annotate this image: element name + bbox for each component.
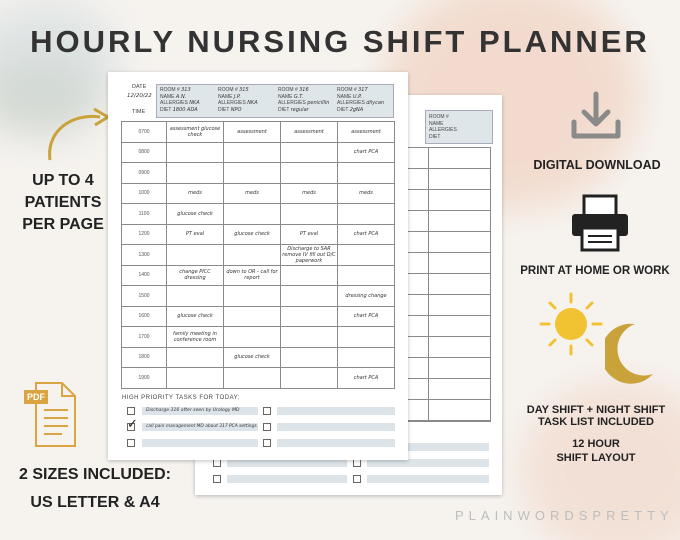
task-text: Discharge 316 after seen by Urology MD [146,408,240,413]
time-cell: 1700 [122,327,167,348]
task-cell[interactable]: chart PCA [338,142,395,163]
back-checkbox[interactable] [213,459,221,467]
grid-row [122,224,395,245]
task-cell[interactable] [167,245,224,266]
grid-row [122,163,395,184]
curved-arrow-icon [38,105,118,165]
patients-per-page-label: UP TO 4 PATIENTS PER PAGE [22,172,104,233]
time-cell: 1600 [122,306,167,327]
task-cell[interactable]: assessment [281,122,338,143]
task-cell[interactable]: assessment glucose check [167,122,224,143]
task-cell[interactable]: PT eval [281,224,338,245]
task-cell[interactable] [338,163,395,184]
print-label: PRINT AT HOME OR WORK [520,265,670,277]
task-cell[interactable]: dressing change [338,286,395,307]
task-cell[interactable] [224,204,281,225]
back-task-bar [227,475,347,483]
shift-label-line2: TASK LIST INCLUDED [538,416,654,428]
back-checkbox[interactable] [213,475,221,483]
task-cell[interactable]: assessment [224,122,281,143]
moon-icon [605,322,655,384]
back-task-bar [367,459,489,467]
hours-label-line1: 12 HOUR [572,438,620,450]
task-cell[interactable]: Discharge to SAR remove IV fill out D/C paperwork [282,245,336,264]
time-cell: 0900 [122,163,167,184]
task-cell[interactable] [281,204,338,225]
task-cell[interactable] [224,163,281,184]
time-cell: 1400 [122,265,167,286]
grid-row [122,327,395,348]
shift-label-line1: DAY SHIFT + NIGHT SHIFT [526,404,666,416]
time-cell: 1800 [122,347,167,368]
task-cell[interactable] [167,142,224,163]
task-cell[interactable] [224,245,281,266]
task-bar [142,439,258,447]
grid-row [122,245,395,266]
task-cell[interactable]: PT eval [167,224,224,245]
task-cell[interactable] [281,368,338,389]
task-cell[interactable] [224,368,281,389]
front-planner-page [108,72,408,460]
task-cell[interactable] [338,265,395,286]
task-cell[interactable]: meds [167,183,224,204]
task-cell[interactable] [338,327,395,348]
sizes-label-line1: 2 SIZES INCLUDED: [18,466,171,483]
task-cell[interactable]: assessment [338,122,395,143]
back-task-bar [227,459,347,467]
task-cell[interactable]: chart PCA [338,224,395,245]
time-cell: 1300 [122,245,167,266]
time-cell: 1000 [122,183,167,204]
grid-row [122,306,395,327]
task-cell[interactable]: meds [338,183,395,204]
task-cell[interactable]: down to OR - call for report [224,265,281,286]
back-page-grid [405,147,491,422]
task-cell[interactable] [281,347,338,368]
grid-row [122,122,395,143]
time-cell: 1500 [122,286,167,307]
task-cell[interactable]: glucose check [167,306,224,327]
grid-row [122,286,395,307]
time-cell: 1200 [122,224,167,245]
hourly-grid [121,121,395,389]
back-task-bar [367,475,489,483]
back-checkbox[interactable] [353,459,361,467]
back-checkbox[interactable] [353,475,361,483]
patient-1-info: ROOM # 313 NAME A.N. ALLERGIES NKA DIET 1800 ADA [160,87,200,113]
task-bar [277,407,395,415]
task-cell[interactable] [338,204,395,225]
tasks-title: HIGH PRIORITY TASKS FOR TODAY: [122,395,241,401]
time-cell: 1900 [122,368,167,389]
task-cell[interactable] [281,163,338,184]
task-cell[interactable]: meds [224,183,281,204]
patient-2-info: ROOM # 315 NAME J.P. ALLERGIES NKA DIET NPO [218,87,258,113]
task-cell[interactable] [338,347,395,368]
task-checkbox[interactable] [127,407,135,415]
task-checkbox[interactable] [263,439,271,447]
task-cell[interactable]: chart PCA [338,368,395,389]
digital-download-label: DIGITAL DOWNLOAD [533,158,661,172]
task-cell[interactable] [167,286,224,307]
task-bar [277,439,395,447]
task-cell[interactable]: glucose check [224,224,281,245]
task-cell[interactable] [224,142,281,163]
task-cell[interactable] [224,306,281,327]
grid-row [122,183,395,204]
task-cell[interactable]: change PICC dressing [167,265,224,286]
grid-row [122,265,395,286]
grid-row [122,204,395,225]
date-value: 12/20/22 [127,93,152,99]
pdf-file-icon [22,380,78,450]
sun-icon [535,290,607,358]
task-checkbox[interactable] [263,423,271,431]
task-cell[interactable] [281,327,338,348]
task-cell[interactable]: family meeting in conference room [167,327,224,348]
task-cell[interactable] [281,142,338,163]
task-cell[interactable] [281,306,338,327]
task-checkbox[interactable] [127,439,135,447]
check-mark: ✓ [127,417,138,432]
page-title: HOURLY NURSING SHIFT PLANNER [30,24,650,59]
grid-row [122,347,395,368]
time-label: TIME [132,109,146,115]
time-cell: 1100 [122,204,167,225]
patient-4-info: ROOM # 317 NAME U.P. ALLERGIES dilycan DIET 2gNA [337,87,385,113]
task-text: call pain management MD about 317 PCA settings [146,424,257,429]
patient-3-info: ROOM # 316 NAME G.T. ALLERGIES penicillin DIET regular [278,87,330,113]
time-cell: 0700 [122,122,167,143]
grid-row [122,368,395,389]
grid-row [122,142,395,163]
task-cell[interactable]: meds [281,183,338,204]
date-label: DATE [132,84,147,90]
download-icon [568,88,624,144]
task-cell[interactable] [281,286,338,307]
task-cell[interactable] [224,286,281,307]
task-cell[interactable]: glucose check [224,347,281,368]
task-cell[interactable] [167,347,224,368]
sizes-label-line2: US LETTER & A4 [30,494,160,511]
time-cell: 0800 [122,142,167,163]
task-cell[interactable]: glucose check [167,204,224,225]
task-bar [277,423,395,431]
task-cell[interactable]: chart PCA [338,306,395,327]
task-cell[interactable] [338,245,395,266]
back-page-field-labels: ROOM # NAME ALLERGIES DIET [429,114,457,140]
task-cell[interactable] [281,265,338,286]
pdf-badge: PDF [27,392,45,402]
task-checkbox[interactable] [263,407,271,415]
task-cell[interactable] [167,368,224,389]
watermark: PLAINWORDSPRETTY [455,508,674,523]
task-cell[interactable] [224,327,281,348]
printer-icon [568,192,632,254]
hours-label-line2: SHIFT LAYOUT [556,452,636,464]
task-cell[interactable] [167,163,224,184]
